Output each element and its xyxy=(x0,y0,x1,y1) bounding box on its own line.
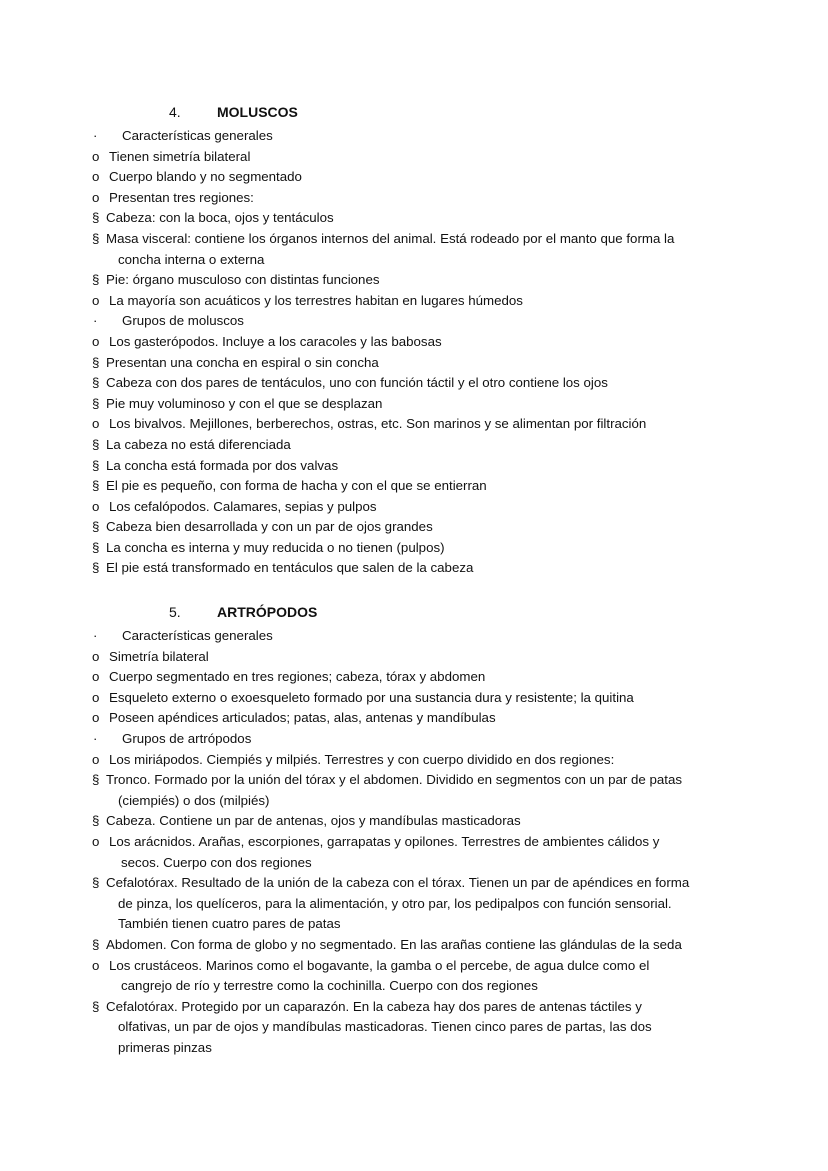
list-item xyxy=(0,188,710,209)
list-item-text: Pie: órgano musculoso con distintas funciones xyxy=(106,272,380,288)
list-item-text: Simetría bilateral xyxy=(109,648,209,664)
list-item-continuation: secos. Cuerpo con dos regiones xyxy=(121,854,312,870)
list-item xyxy=(0,517,710,538)
list-item-text: Los crustáceos. Marinos como el bogavante, la gamba o el percebe, de agua dulce como el xyxy=(109,957,650,973)
list-item xyxy=(0,311,710,332)
list-item-text: La concha está formada por dos valvas xyxy=(106,457,339,473)
bullet-circle: o xyxy=(92,148,100,164)
list-item xyxy=(0,708,710,729)
section-title: MOLUSCOS xyxy=(217,104,298,120)
list-item-text: La mayoría son acuáticos y los terrestres habitan en lugares húmedos xyxy=(109,292,523,308)
list-item xyxy=(0,997,710,1059)
list-item xyxy=(0,476,710,497)
list-item xyxy=(0,229,710,270)
bullet-circle: o xyxy=(92,189,100,205)
list-item xyxy=(0,956,710,997)
list-item-text: Cabeza bien desarrollada y con un par de ojos grandes xyxy=(106,519,433,535)
list-item xyxy=(0,167,710,188)
bullet-circle: o xyxy=(92,689,100,705)
list-item-text: Masa visceral: contiene los órganos internos del animal. Está rodeado por el manto que forma la xyxy=(106,230,675,246)
list-item xyxy=(0,832,710,873)
section-number: 4. xyxy=(169,104,181,120)
bullet-circle: o xyxy=(92,710,100,726)
bullet-section-sign: § xyxy=(92,875,100,891)
bullet-section-sign: § xyxy=(92,519,100,535)
list-item xyxy=(0,147,710,168)
bullet-circle: o xyxy=(92,648,100,664)
list-item-text: Cuerpo blando y no segmentado xyxy=(109,169,302,185)
bullet-section-sign: § xyxy=(92,539,100,555)
bullet-circle: o xyxy=(92,292,100,308)
list-item-text: Los cefalópodos. Calamares, sepias y pulpos xyxy=(109,498,377,514)
list-item-continuation: También tienen cuatro pares de patas xyxy=(118,916,341,932)
list-item xyxy=(0,208,710,229)
list-item-text: Poseen apéndices articulados; patas, alas, antenas y mandíbulas xyxy=(109,710,496,726)
list-item-text: Los arácnidos. Arañas, escorpiones, garrapatas y opilones. Terrestres de ambientes cálidos y xyxy=(109,833,660,849)
section-lines xyxy=(0,126,828,579)
bullet-circle: o xyxy=(92,957,100,973)
bullet-section-sign: § xyxy=(92,354,100,370)
list-item-text: Tronco. Formado por la unión del tórax y el abdomen. Dividido en segmentos con un par de patas xyxy=(106,772,683,788)
list-item-text: Cefalotórax. Resultado de la unión de la cabeza con el tórax. Tienen un par de apéndices en forma xyxy=(106,875,690,891)
bullet-circle: o xyxy=(92,833,100,849)
bullet-section-sign: § xyxy=(92,457,100,473)
section-number: 5. xyxy=(169,604,181,620)
list-item xyxy=(0,873,710,935)
bullet-circle: o xyxy=(92,333,100,349)
section-moluscos xyxy=(0,102,828,579)
list-item xyxy=(0,435,710,456)
list-item xyxy=(0,626,710,647)
bullet-section-sign: § xyxy=(92,560,100,576)
list-item xyxy=(0,456,710,477)
list-item-text: Presentan una concha en espiral o sin concha xyxy=(106,354,379,370)
bullet-dot: · xyxy=(93,128,98,143)
bullet-section-sign: § xyxy=(92,230,100,246)
list-item xyxy=(0,497,710,518)
list-item-text: Grupos de artrópodos xyxy=(122,730,252,746)
list-item-text: Cabeza: con la boca, ojos y tentáculos xyxy=(106,210,334,226)
list-item-text: Cuerpo segmentado en tres regiones; cabeza, tórax y abdomen xyxy=(109,669,486,685)
bullet-section-sign: § xyxy=(92,272,100,288)
list-item-text: Cefalotórax. Protegido por un caparazón. En la cabeza hay dos pares de antenas táctiles y xyxy=(106,998,642,1014)
bullet-dot: · xyxy=(93,730,98,746)
list-item xyxy=(0,750,710,771)
bullet-section-sign: § xyxy=(92,375,100,391)
list-item xyxy=(0,373,710,394)
list-item-text: La concha es interna y muy reducida o no tienen (pulpos) xyxy=(106,539,445,555)
bullet-section-sign: § xyxy=(92,210,100,226)
list-item-continuation: de pinza, los quelíceros, para la alimentación, y otro par, los pedipalpos con función sensorial. xyxy=(118,895,672,911)
list-item-text: Grupos de moluscos xyxy=(122,313,244,329)
list-item-text: El pie es pequeño, con forma de hacha y con el que se entierran xyxy=(106,478,487,494)
bullet-section-sign: § xyxy=(92,936,100,952)
list-item-continuation: concha interna o externa xyxy=(118,251,265,267)
bullet-circle: o xyxy=(92,669,100,685)
list-item xyxy=(0,538,710,559)
bullet-section-sign: § xyxy=(92,813,100,829)
list-item-text: El pie está transformado en tentáculos que salen de la cabeza xyxy=(106,560,474,576)
list-item xyxy=(0,291,710,312)
list-item xyxy=(0,667,710,688)
list-item xyxy=(0,729,710,750)
bullet-circle: o xyxy=(92,751,100,767)
list-item-continuation: cangrejo de río y terrestre como la cochinilla. Cuerpo con dos regiones xyxy=(121,978,538,994)
list-item xyxy=(0,647,710,668)
bullet-section-sign: § xyxy=(92,395,100,411)
list-item xyxy=(0,935,710,956)
section-heading xyxy=(0,602,828,622)
bullet-dot: · xyxy=(93,628,98,643)
list-item xyxy=(0,770,710,811)
list-item-text: Características generales xyxy=(122,128,273,143)
bullet-section-sign: § xyxy=(92,478,100,494)
section-heading xyxy=(0,102,828,122)
list-item-text: Los bivalvos. Mejillones, berberechos, ostras, etc. Son marinos y se alimentan por filtración xyxy=(109,416,647,432)
bullet-circle: o xyxy=(92,498,100,514)
list-item-text: Esqueleto externo o exoesqueleto formado por una sustancia dura y resistente; la quitina xyxy=(109,689,634,705)
list-item-text: Abdomen. Con forma de globo y no segmentado. En las arañas contiene las glándulas de la seda xyxy=(106,936,682,952)
section-artropodos xyxy=(0,602,828,1058)
list-item xyxy=(0,414,710,435)
list-item-continuation: primeras pinzas xyxy=(118,1039,212,1055)
list-item-text: Cabeza con dos pares de tentáculos, uno con función táctil y el otro contiene los ojos xyxy=(106,375,608,391)
list-item-text: Cabeza. Contiene un par de antenas, ojos y mandíbulas masticadoras xyxy=(106,813,521,829)
list-item-continuation: olfativas, un par de ojos y mandíbulas masticadoras. Tienen cinco pares de partas, las dos xyxy=(118,1019,652,1035)
bullet-dot: · xyxy=(93,313,98,329)
list-item-continuation: (ciempiés) o dos (milpiés) xyxy=(118,792,270,808)
bullet-circle: o xyxy=(92,169,100,185)
bullet-circle: o xyxy=(92,416,100,432)
list-item-text: Tienen simetría bilateral xyxy=(109,148,251,164)
bullet-section-sign: § xyxy=(92,998,100,1014)
list-item xyxy=(0,270,710,291)
list-item xyxy=(0,558,710,579)
list-item-text: Pie muy voluminoso y con el que se desplazan xyxy=(106,395,383,411)
bullet-section-sign: § xyxy=(92,436,100,452)
list-item xyxy=(0,353,710,374)
list-item-text: Presentan tres regiones: xyxy=(109,189,254,205)
list-item-text: La cabeza no está diferenciada xyxy=(106,436,291,452)
bullet-section-sign: § xyxy=(92,772,100,788)
list-item-text: Características generales xyxy=(122,628,273,643)
section-title: ARTRÓPODOS xyxy=(217,604,318,620)
list-item xyxy=(0,126,710,147)
list-item-text: Los miriápodos. Ciempiés y milpiés. Terrestres y con cuerpo dividido en dos regiones: xyxy=(109,751,615,767)
list-item xyxy=(0,811,710,832)
list-item xyxy=(0,394,710,415)
list-item-text: Los gasterópodos. Incluye a los caracoles y las babosas xyxy=(109,333,442,349)
list-item xyxy=(0,332,710,353)
section-lines xyxy=(0,626,828,1058)
list-item xyxy=(0,688,710,709)
